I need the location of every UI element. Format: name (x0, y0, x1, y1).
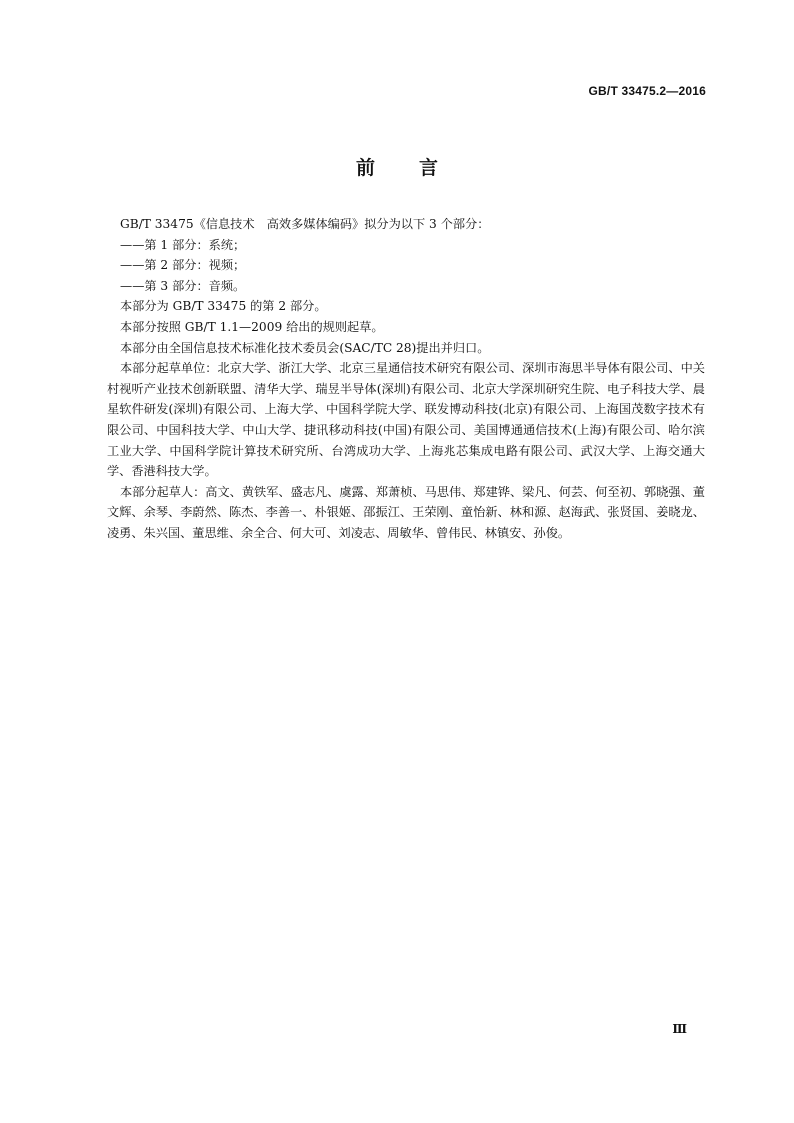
paragraph-drafters: 本部分起草人：高文、黄铁军、盛志凡、虞露、郑萧桢、马思伟、郑建铧、梁凡、何芸、何至初、郭晓强、董文辉、余琴、李蔚然、陈杰、李善一、朴银姬、邵振江、王荣刚、童怡新、林和源、赵海武、张贤国、姜晓龙、凌勇、朱兴国、董思维、余全合、何大可、刘凌志、周敏华、曾伟民、林镇安、孙俊。 (107, 484, 705, 540)
paragraph-drafting-units: 本部分起草单位：北京大学、浙江大学、北京三星通信技术研究有限公司、深圳市海思半导体有限公司、中关村视听产业技术创新联盟、清华大学、瑞昱半导体(深圳)有限公司、北京大学深圳研究生院、电子科技大学、晨星软件研发(深圳)有限公司、上海大学、中国科学院大学、联发博动科技(北京)有限公司、上海国茂数字技术有限公司、中国科技大学、中山大学、捷讯移动科技(中国)有限公司、美国博通通信技术(上海)有限公司、哈尔滨工业大学、中国科学院计算技术研究所、台湾成功大学、上海兆芯集成电路有限公司、武汉大学、上海交通大学、香港科技大学。 (107, 361, 705, 479)
page-number: Ⅲ (672, 1022, 687, 1036)
paragraph-parts-intro: GB/T 33475《信息技术 高效多媒体编码》拟分为以下 3 个部分： (120, 217, 490, 231)
standard-number: GB/T 33475.2—2016 (588, 84, 706, 98)
list-item-part-2: ——第 2 部分：视频； (120, 258, 246, 273)
paragraph-drafting-rules: 本部分按照 GB/T 1.1—2009 给出的规则起草。 (120, 319, 384, 334)
list-item-part-3: ——第 3 部分：音频。 (120, 278, 246, 293)
page-title: 前言 (355, 157, 482, 179)
list-item-part-1: ——第 1 部分：系统； (120, 237, 246, 252)
foreword-body (107, 214, 705, 544)
paragraph-this-part: 本部分为 GB/T 33475 的第 2 部分。 (120, 299, 327, 314)
paragraph-proposer: 本部分由全国信息技术标准化技术委员会(SAC/TC 28)提出并归口。 (120, 340, 490, 355)
